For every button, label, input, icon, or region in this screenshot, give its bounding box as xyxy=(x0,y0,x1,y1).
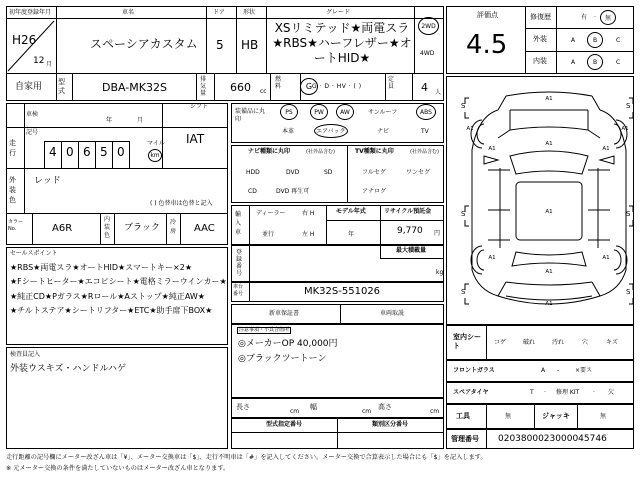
spare-dot2: · xyxy=(593,389,595,396)
repair-yes: 有 xyxy=(581,14,588,21)
mile-label: マイル xyxy=(147,140,165,147)
interior-seat-label: 室内シート xyxy=(453,333,481,350)
register-notes-label: 注意事項・不具合箇所 xyxy=(239,327,290,333)
sales-line-2: ★Fシートヒーター★エコピシート★電格ミラーウインカー★ xyxy=(10,277,227,286)
month-unit: 月 xyxy=(46,61,53,68)
repair-selected-ring: 無 xyxy=(600,10,616,25)
dent-mark: A1 xyxy=(602,146,610,152)
svg-text:S: S xyxy=(461,102,466,110)
exterior-note: ( ) 色替車は色替と記入 xyxy=(150,200,213,207)
exterior-grade-label: 外装 xyxy=(533,35,547,43)
score-label: 評価点 xyxy=(477,11,498,19)
recycle-value: 9,770 xyxy=(397,226,423,236)
drive-4wd: 4WD xyxy=(420,50,435,57)
width-unit: cm xyxy=(362,408,372,415)
car-name-label: 車名 xyxy=(122,9,135,16)
dent-mark: A1 xyxy=(466,126,474,132)
fuel-label: 燃料 xyxy=(275,76,282,90)
tv: TV xyxy=(421,128,429,135)
capacity-label: 定員 xyxy=(388,76,395,90)
capacity: 4 xyxy=(421,81,428,94)
aw-ring: AW xyxy=(336,104,354,120)
seat-hole: 穴 xyxy=(582,339,589,346)
odometer-divider xyxy=(112,141,113,168)
int-c: C xyxy=(616,59,621,66)
nav-dvd-play: DVD 再生可 xyxy=(276,188,310,195)
odometer-digit: 0 xyxy=(66,145,74,159)
height-unit: cm xyxy=(430,408,440,415)
displacement-label: 排気量 xyxy=(200,76,207,97)
svg-text:S: S xyxy=(626,210,631,218)
aircon: AAC xyxy=(194,223,215,234)
tv-fullseg: フルセグ xyxy=(362,169,386,176)
seat-dirt: 汚れ xyxy=(552,339,565,346)
dent-mark: A1 xyxy=(545,141,553,147)
nav-cd: CD xyxy=(248,188,257,195)
width-label: 幅 xyxy=(310,403,317,411)
tools-label: 工具 xyxy=(456,412,470,420)
shape: HB xyxy=(241,38,259,52)
reg-year: H26 xyxy=(12,33,37,47)
abs-ring: ABS xyxy=(416,104,436,120)
airbag: エアバック xyxy=(316,128,346,135)
jack-value: 無 xyxy=(600,413,607,420)
exterior-label: 外装色 xyxy=(9,176,16,204)
dent-mark: A1 xyxy=(545,269,553,275)
tv-label: TV種類に丸印 xyxy=(355,148,394,155)
footer-line-1: 走行距離の記号欄にメーター改ざん車は「¥」、メーター交換車は「$」、走行不明車は「#」を記入してください。メーター交換で合算表示した場合にも「$」を記入します。 xyxy=(6,454,487,461)
import-dealer: ディーラー xyxy=(256,210,286,217)
recycle-label: リサイクル預託金 xyxy=(384,208,432,215)
grade: XSリミテッド★両電スラ★RBS★ハーフレザー★オートHID★ xyxy=(272,21,412,65)
register-note-2: ◎ブラックツートーン xyxy=(238,354,327,364)
doors: 5 xyxy=(216,38,224,52)
jack-label: ジャッキ xyxy=(542,412,570,420)
designation-label: 型式指定番号 xyxy=(266,421,303,428)
spare-dot1: · xyxy=(544,389,546,396)
dent-mark: A1 xyxy=(602,255,610,261)
aircon-label: 冷房 xyxy=(170,219,177,235)
odometer xyxy=(44,127,144,168)
nav-sd: SD xyxy=(324,169,333,176)
sales-line-3: ★純正CD★Pガラス★Rロール★Aストップ★純正AW★ xyxy=(10,292,205,301)
dent-mark: A1 xyxy=(545,209,553,215)
pw-ring: PW xyxy=(310,104,328,120)
spare-missing: 欠 xyxy=(608,389,615,396)
mileage-symbol-label: 記号 xyxy=(26,129,39,136)
model: DBA-MK32S xyxy=(102,81,167,94)
drive-2wd-badge: 2WD xyxy=(418,17,439,35)
odometer-top xyxy=(44,141,129,142)
windshield-x: ×要ス xyxy=(575,367,593,374)
repair-label: 修復歴 xyxy=(530,13,551,21)
int-selected-ring: B xyxy=(587,54,603,70)
exterior-color: レッド xyxy=(34,176,61,186)
dent-mark: A1 xyxy=(488,255,496,261)
recycle-unit: 円 xyxy=(434,230,441,237)
sunroof: サンルーフ xyxy=(368,109,398,116)
color-no: A6R xyxy=(52,223,73,234)
score: 4.5 xyxy=(466,30,508,60)
dent-mark: A1 xyxy=(488,146,496,152)
model-year-label: モデル年式 xyxy=(336,208,366,215)
management-label: 管理番号 xyxy=(451,435,479,443)
car-diagram xyxy=(446,76,634,325)
dent-mark: A1 xyxy=(545,96,553,102)
sales-line-1: ★RBS★両電スラ★オートHID★スマートキー×2★ xyxy=(10,263,193,272)
category-label: 類別区分番号 xyxy=(372,421,409,428)
max-load-label: 最大積載量 xyxy=(396,247,427,254)
import-parallel: 並行 xyxy=(262,231,275,238)
inspection-month-label: 月 xyxy=(137,117,144,124)
import-right: 右 H xyxy=(302,210,315,217)
windshield-a: A xyxy=(541,367,546,374)
ps-ring: PS xyxy=(280,104,298,120)
nav-label: ナビ種類に丸印 xyxy=(248,148,291,155)
shape-label: 形状 xyxy=(243,9,256,16)
reg-month: 12 xyxy=(33,56,45,66)
register-note-1: ◎メーカーOP 40,000円 xyxy=(238,339,338,349)
odometer-divider xyxy=(95,141,96,168)
svg-text:S: S xyxy=(626,102,631,110)
sales-points-label: セールスポイント xyxy=(10,250,58,257)
tv-note: (社外品含む) xyxy=(410,149,439,155)
warranty-box xyxy=(231,304,444,324)
seat-scratch: キズ xyxy=(606,339,618,346)
dimensions-box xyxy=(231,398,444,418)
first-reg-label: 初年度登録年月 xyxy=(9,9,52,16)
fuel-selected-ring: G xyxy=(300,78,318,95)
warranty-label: 新車保証書 xyxy=(269,310,300,317)
length-unit: cm xyxy=(290,408,300,415)
odometer-digit: 4 xyxy=(49,145,57,159)
ext-selected-ring: B xyxy=(587,32,603,48)
svg-text:S: S xyxy=(461,288,466,296)
inspector-notes-box xyxy=(6,347,228,449)
svg-text:S: S xyxy=(461,210,466,218)
length-label: 長さ xyxy=(236,403,250,411)
repair-dot: · xyxy=(594,14,596,21)
airbag-ring xyxy=(314,124,348,138)
interior-grade-label: 内装 xyxy=(533,57,547,65)
nav-dvd: DVD xyxy=(286,169,300,176)
reg-no-label: 登録番号 xyxy=(236,249,243,277)
odometer-digit: 6 xyxy=(83,145,91,159)
car-name: スペーシアカスタム xyxy=(90,37,198,51)
int-a: A xyxy=(571,59,576,66)
inspection-year-label: 年 xyxy=(106,117,113,124)
windshield-dash: - xyxy=(557,367,560,374)
model-year-unit: 年 xyxy=(348,231,355,238)
fuel-options: G · D · HV · ( ) xyxy=(312,83,362,90)
seat-burn: コゲ xyxy=(494,339,507,346)
svg-text:S: S xyxy=(626,288,631,296)
nav-hdd: HDD xyxy=(246,169,260,176)
inspection-label: 車検 xyxy=(26,111,39,118)
odometer-divider xyxy=(78,141,79,168)
equipment-label: 装備品に丸印 xyxy=(235,108,266,123)
chassis-value: MK32S-551026 xyxy=(304,286,381,297)
import-left: 左 H xyxy=(302,231,315,238)
inspector-notes-text: 外装ウスキズ・ハンドルハゲ xyxy=(10,364,126,374)
interior-color-label: 内装色 xyxy=(104,216,111,239)
seat-tear: 破れ xyxy=(523,339,536,346)
tv-oneseg: ワンセグ xyxy=(406,169,431,176)
nav-note: (社外品含む) xyxy=(306,149,335,155)
ext-c: C xyxy=(616,37,621,44)
km-ring: km xyxy=(148,149,162,162)
spare-t: T xyxy=(530,389,534,396)
dent-mark: A1 xyxy=(621,126,629,132)
height-label: 高さ xyxy=(378,403,392,411)
footer-line-2: ※ 元メーター交換の条件を満たしていないものはメーター改ざん車となります。 xyxy=(6,465,230,472)
shift-label: シフト xyxy=(190,103,209,110)
sales-line-4: ★チルトステア★シートリフター★ETC★助手席下BOX★ xyxy=(10,306,213,315)
tv-analog: アナログ xyxy=(362,188,387,195)
max-load-unit: kg xyxy=(436,269,444,276)
mileage-label: 走行 xyxy=(9,139,16,157)
capacity-unit: 人 xyxy=(435,89,442,96)
shift: IAT xyxy=(186,132,205,146)
windshield-label: フロントガラス xyxy=(453,367,495,374)
odometer-divider xyxy=(61,141,62,168)
leather: 本革 xyxy=(282,128,295,135)
manual-label: 車両取説 xyxy=(380,310,405,317)
navi: ナビ xyxy=(377,128,390,135)
model-label: 型式 xyxy=(58,78,65,95)
ext-a: A xyxy=(571,37,576,44)
displacement-unit: cc xyxy=(260,88,267,95)
doors-label: ドア xyxy=(213,9,225,16)
spare-label: スペアタイヤ xyxy=(453,389,489,396)
displacement: 660 xyxy=(230,81,251,94)
usage: 自家用 xyxy=(15,82,43,92)
odometer-digit: 5 xyxy=(100,145,108,159)
inspector-notes-label: 検査員記入 xyxy=(10,351,41,358)
management-value: 0203800023000045746 xyxy=(498,434,607,444)
interior-color: ブラック xyxy=(124,223,160,233)
odometer-digit: 0 xyxy=(117,145,125,159)
odometer-divider xyxy=(44,141,45,168)
chassis-label: 車台番号 xyxy=(233,284,244,297)
import-label: 輸入車 xyxy=(235,211,242,236)
dent-mark: A1 xyxy=(545,301,553,307)
grade-label: グレード xyxy=(326,9,351,16)
color-no-label: カラーNo. xyxy=(8,219,24,232)
tools-value: 無 xyxy=(505,413,512,420)
odometer-divider xyxy=(129,141,130,168)
spare-kit: 修理 KIT xyxy=(556,389,580,396)
